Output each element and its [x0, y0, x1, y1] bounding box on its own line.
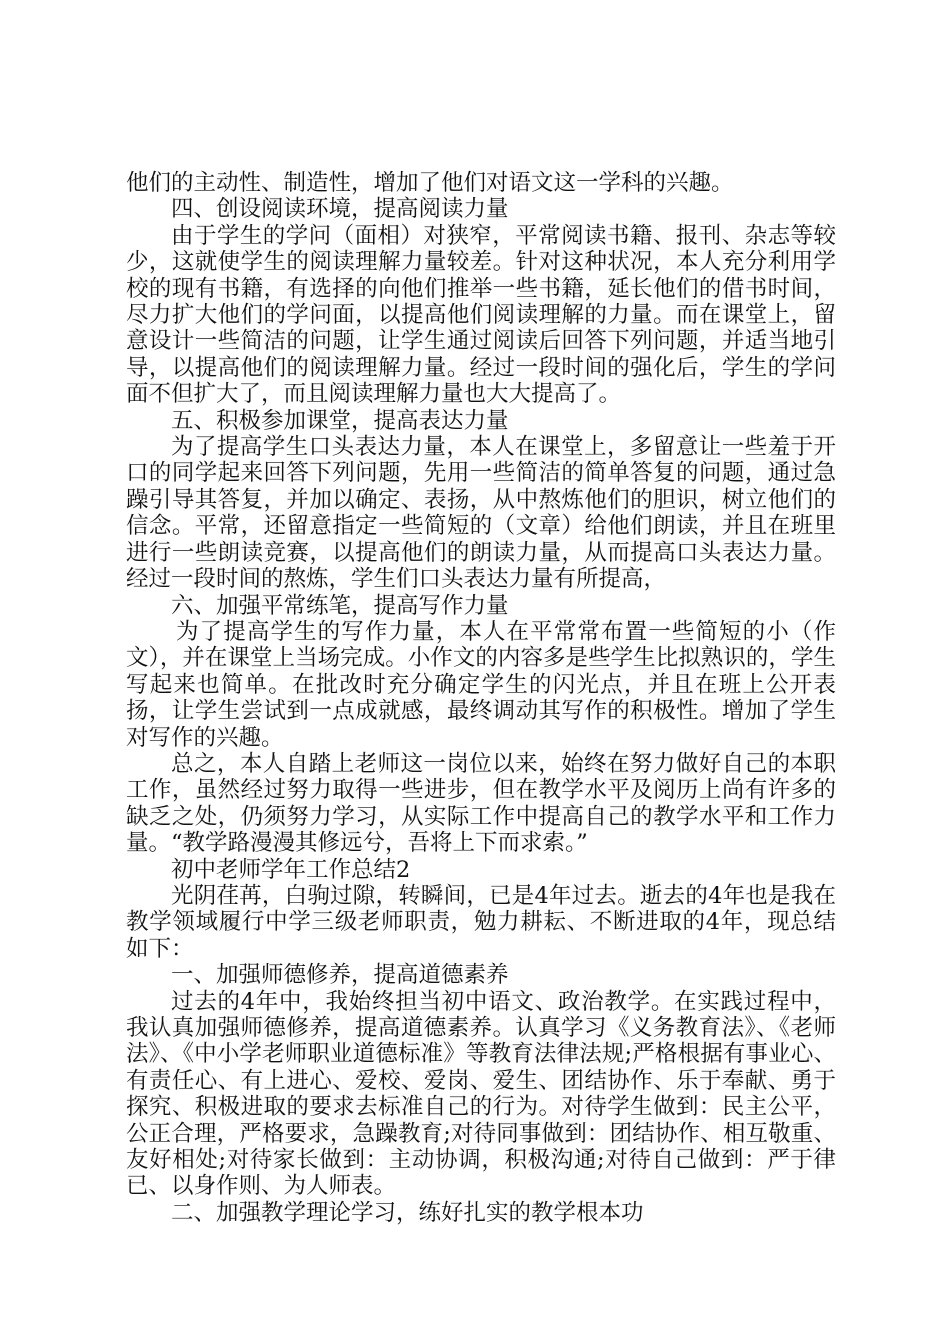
paragraph-summary: 总之，本人自踏上老师这一岗位以来，始终在努力做好自己的本职工作，虽然经过努力取得一些进步，但在教学水平及阅历上尚有许多的缺乏之处，仍须努力学习，从实际工作中提高自己的教学水平和工作力量。“教学路漫漫其修远兮，吾将上下而求索。”	[126, 750, 836, 857]
paragraph-intro-2: 光阴荏苒，白驹过隙，转瞬间，已是4年过去。逝去的4年也是我在教学领域履行中学三级老师职责，勉力耕耘、不断进取的4年，现总结如下：	[126, 882, 836, 962]
paragraph-continuation: 他们的主动性、制造性，增加了他们对语文这一学科的兴趣。	[126, 170, 734, 196]
section-heading-2: 二、加强教学理论学习，练好扎实的教学根本功	[171, 1199, 644, 1226]
document-page	[126, 170, 836, 1226]
section-heading-4: 四、创设阅读环境，提高阅读力量	[171, 196, 509, 223]
paragraph-ethics: 过去的4年中，我始终担当初中语文、政治教学。在实践过程中，我认真加强师德修养，提高道德素养。认真学习《义务教育法》、《老师法》、《中小学老师职业道德标准》等教育法律法规;严格根据有事业心、有责任心、有上进心、爱校、爱岗、爱生、团结协作、乐于奉献、勇于探究、积极进取的要求去标准自己的行为。对待学生做到：民主公平，公正合理，严格要求，急躁教育;对待同事做到：团结协作、相互敬重、友好相处;对待家长做到：主动协调，积极沟通;对待自己做到：严于律已、以身作则、为人师表。	[126, 988, 836, 1200]
section-heading-5: 五、积极参加课堂，提高表达力量	[171, 407, 509, 434]
paragraph-writing: 为了提高学生的写作力量，本人在平常常布置一些简短的小（作文），并在课堂上当场完成。小作文的内容多是些学生比拟熟识的，学生写起来也简单。在批改时充分确定学生的闪光点，并且在班上公开表扬，让学生尝试到一点成就感，最终调动其写作的积极性。增加了学生对写作的兴趣。	[126, 618, 836, 751]
paragraph-speaking: 为了提高学生口头表达力量，本人在课堂上，多留意让一些羞于开口的同学起来回答下列问题，先用一些简洁的简单答复的问题，通过急躁引导其答复，并加以确定、表扬，从中熬炼他们的胆识，树立他们的信念。平常，还留意指定一些简短的（文章）给他们朗读，并且在班里进行一些朗读竞赛，以提高他们的朗读力量，从而提高口头表达力量。经过一段时间的熬炼，学生们口头表达力量有所提高，	[126, 434, 836, 593]
section-heading-1: 一、加强师德修养，提高道德素养	[171, 962, 509, 989]
paragraph-reading: 由于学生的学问（面相）对狭窄，平常阅读书籍、报刊、杂志等较少，这就使学生的阅读理解力量较差。针对这种状况，本人充分利用学校的现有书籍，有选择的向他们推举一些书籍，延长他们的借书时间，尽力扩大他们的学问面，以提高他们阅读理解的力量。而在课堂上，留意设计一些简洁的问题，让学生通过阅读后回答下列问题，并适当地引导，以提高他们的阅读理解力量。经过一段时间的强化后，学生的学问面不但扩大了，而且阅读理解力量也大大提高了。	[126, 222, 836, 408]
document-title-2: 初中老师学年工作总结2	[171, 856, 411, 883]
section-heading-6: 六、加强平常练笔，提高写作力量	[171, 592, 509, 619]
